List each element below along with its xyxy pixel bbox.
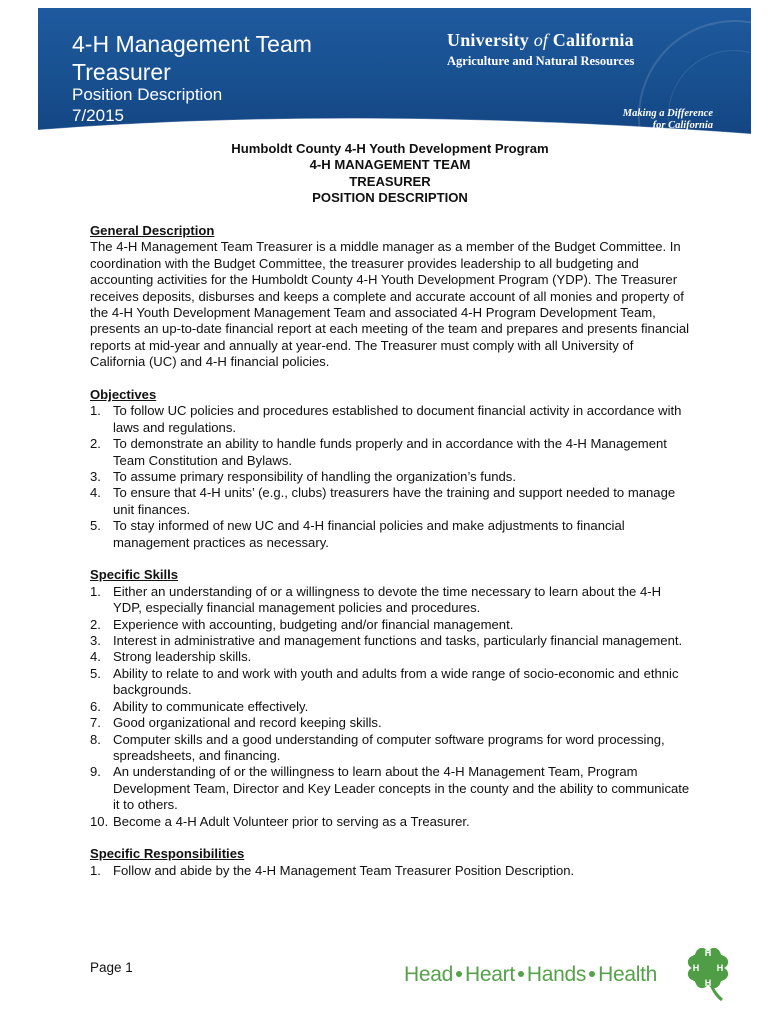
list-item xyxy=(90,732,690,765)
general-description-text: The 4-H Management Team Treasurer is a middle manager as a member of the Budget Committee. In coordination with the Budget Committee, the treasurer provides leadership to all budgeting and accounting activities for the Humboldt County 4-H Youth Development Program (YDP). The Treasurer receives deposits, disburses and keeps a complete and accurate account of all monies and property of the 4-H Youth Development Management Team and associated 4-H Program Development Team, presents an up-to-date financial report at each meeting of the team and prepares and presents financial reports at mid-year and annually at year-end. The Treasurer must comply with all University of California (UC) and 4-H financial policies. xyxy=(90,239,690,370)
motto-head: Head xyxy=(404,963,454,986)
list-item-text: Computer skills and a good understanding of computer software programs for word processing, spreadsheets, and financing. xyxy=(113,731,665,763)
list-item-text: Follow and abide by the 4-H Management Team Treasurer Position Description. xyxy=(113,862,575,878)
list-item-text: Become a 4-H Adult Volunteer prior to serving as a Treasurer. xyxy=(113,813,470,829)
four-h-clover-icon xyxy=(680,938,736,1002)
heading-doc-type: POSITION DESCRIPTION xyxy=(312,190,468,206)
subtitle-line-1: Position Description xyxy=(72,85,223,104)
list-item-text: To assume primary responsibility of handling the organization’s funds. xyxy=(113,469,516,485)
skills-list xyxy=(90,584,690,830)
tagline-line-2: for California xyxy=(652,120,713,131)
list-item-number: 2. xyxy=(90,616,101,632)
clover-letter-right: H xyxy=(716,963,724,973)
list-item-text: To follow UC policies and procedures established to document financial activity in accordance with laws and regulations. xyxy=(113,403,682,435)
title-line-2: Treasurer xyxy=(72,59,171,85)
list-item-text: Good organizational and record keeping skills. xyxy=(113,715,382,731)
motto-health: Health xyxy=(598,963,657,986)
list-item-text: Ability to relate to and work with youth and adults from a wide range of socio-economic and ethnic backgrounds. xyxy=(113,665,679,698)
list-item xyxy=(90,863,690,879)
list-item xyxy=(90,617,690,633)
motto-hands: Hands xyxy=(526,963,587,986)
list-item-text: To ensure that 4-H units’ (e.g., clubs) treasurers have the training and support needed to manage unit finances. xyxy=(113,485,676,517)
tagline-line-1: Making a Difference xyxy=(622,108,713,119)
bullet-dot-icon xyxy=(456,971,462,977)
uc-tagline xyxy=(618,108,713,132)
subtitle-line-2: 7/2015 xyxy=(72,106,124,125)
clover-letter-top: H xyxy=(704,948,712,958)
list-item xyxy=(90,715,690,731)
list-item xyxy=(90,666,690,699)
list-item xyxy=(90,584,690,617)
list-item xyxy=(90,436,690,469)
page-title xyxy=(72,30,312,86)
specific-responsibilities-title: Specific Responsibilities xyxy=(90,846,245,862)
list-item xyxy=(90,485,690,518)
page-number: Page 1 xyxy=(90,960,133,975)
heading-team: 4-H MANAGEMENT TEAM xyxy=(309,157,471,173)
list-item-text: To demonstrate an ability to handle funds properly and in accordance with the 4-H Management Team Constitution and Bylaws. xyxy=(113,436,667,468)
uc-logo-name xyxy=(447,30,634,51)
list-item xyxy=(90,633,690,649)
list-item xyxy=(90,469,690,485)
uc-name-part-2: California xyxy=(548,30,634,50)
objectives-title: Objectives xyxy=(90,387,157,402)
motto-heart: Heart xyxy=(465,963,515,986)
title-line-1: 4-H Management Team xyxy=(72,31,312,57)
header-banner xyxy=(38,8,751,140)
uc-name-of: of xyxy=(533,30,549,50)
list-item-text: Strong leadership skills. xyxy=(113,649,252,665)
list-item-number: 3. xyxy=(90,469,101,485)
list-item xyxy=(90,764,690,813)
list-item-number: 3. xyxy=(90,633,101,649)
list-item-text: Experience with accounting, budgeting and/or financial management. xyxy=(113,616,514,632)
uc-name-part-1: University xyxy=(447,30,534,50)
list-item xyxy=(90,518,690,551)
document-heading xyxy=(90,141,690,207)
list-item-text: To stay informed of new UC and 4-H financial policies and make adjustments to financial management practices as necessary. xyxy=(113,518,625,550)
objectives-list xyxy=(90,403,690,551)
specific-skills-title: Specific Skills xyxy=(90,567,179,583)
page-subtitle xyxy=(72,84,222,126)
list-item-number: 8. xyxy=(90,731,101,747)
list-item-text: An understanding of or the willingness to learn about the 4-H Management Team, Program Development Team, Director and Key Leader concepts in the county and the ability to communicate it to others. xyxy=(113,764,690,813)
heading-role: TREASURER xyxy=(349,173,431,189)
list-item-number: 2. xyxy=(90,436,101,452)
document-body xyxy=(90,141,690,879)
bullet-dot-icon xyxy=(518,971,524,977)
list-item-text: Ability to communicate effectively. xyxy=(113,698,309,714)
list-item-number: 4. xyxy=(90,649,101,665)
list-item-number: 1. xyxy=(90,403,101,419)
list-item-number: 1. xyxy=(90,862,101,878)
list-item-number: 7. xyxy=(90,715,101,731)
list-item-number: 6. xyxy=(90,698,101,714)
list-item xyxy=(90,814,690,830)
clover-letter-left: H xyxy=(692,963,700,973)
heading-program: Humboldt County 4-H Youth Development Program xyxy=(231,141,549,156)
list-item-number: 9. xyxy=(90,764,101,780)
bullet-dot-icon xyxy=(589,971,595,977)
list-item-number: 4. xyxy=(90,485,101,501)
list-item xyxy=(90,403,690,436)
list-item xyxy=(90,649,690,665)
list-item-number: 5. xyxy=(90,665,101,681)
clover-letter-bottom: H xyxy=(704,978,712,988)
uc-division-name: Agriculture and Natural Resources xyxy=(447,54,635,68)
list-item-number: 10. xyxy=(90,813,109,829)
list-item xyxy=(90,699,690,715)
list-item-text: Interest in administrative and management functions and tasks, particularly financial management. xyxy=(113,633,683,649)
list-item-number: 5. xyxy=(90,518,101,534)
list-item-number: 1. xyxy=(90,583,101,599)
four-h-motto xyxy=(404,963,657,987)
list-item-text: Either an understanding of or a willingness to devote the time necessary to learn about the 4-H YDP, especially financial management policies and procedures. xyxy=(113,583,662,616)
general-description-title: General Description xyxy=(90,222,215,238)
responsibilities-list xyxy=(90,863,690,879)
